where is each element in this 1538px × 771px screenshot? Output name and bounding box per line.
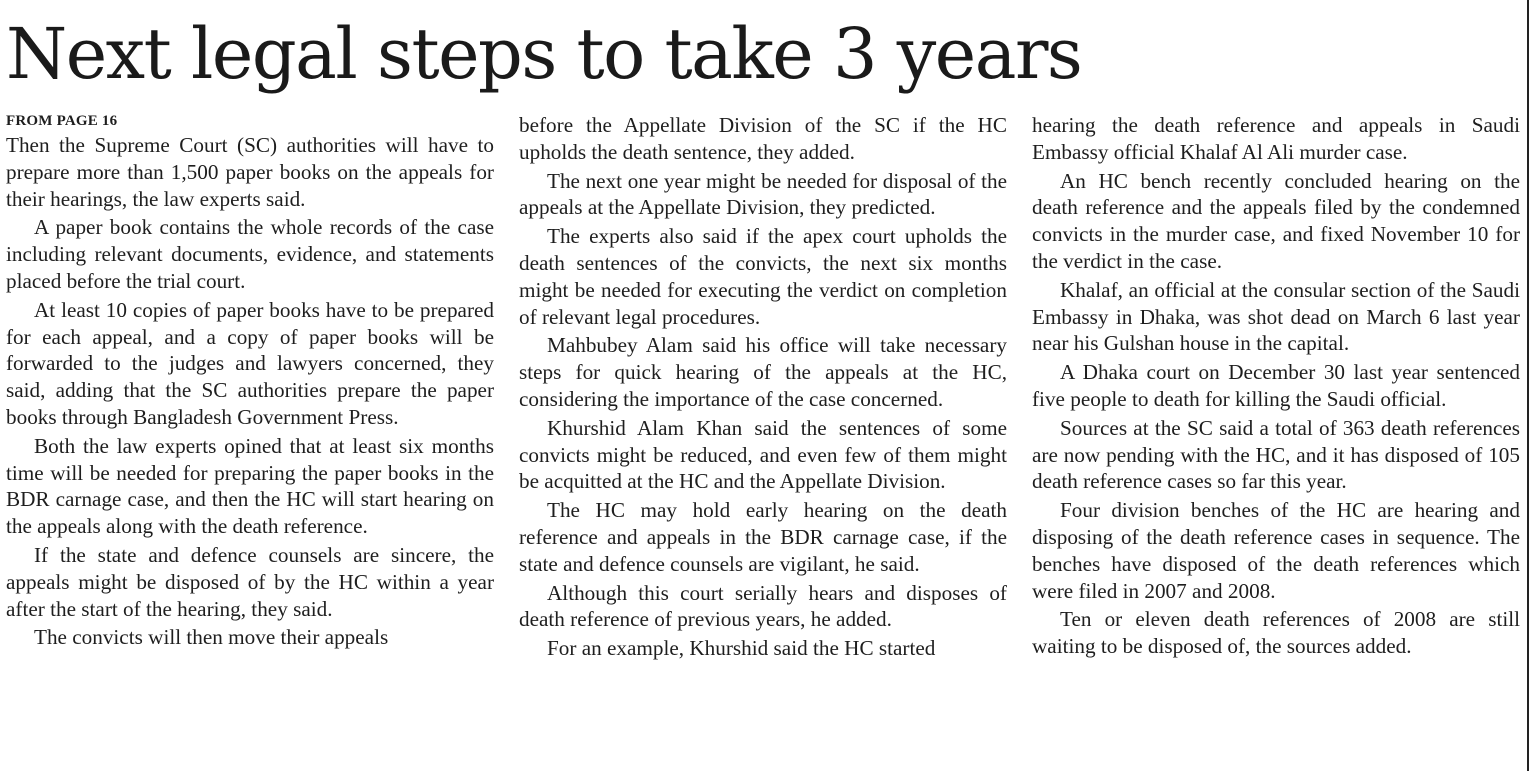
- paragraph: The next one year might be needed for disposal of the appeals at the Appellate Division, they predicted.: [519, 168, 1007, 220]
- paragraph: If the state and defence counsels are sincere, the appeals might be disposed of by the HC within a year after the start of the hearing, they said.: [6, 542, 494, 621]
- paragraph: Khurshid Alam Khan said the sentences of some convicts might be reduced, and even few of them might be acquitted at the HC and the Appellate Division.: [519, 415, 1007, 494]
- paragraph: Then the Supreme Court (SC) authorities will have to prepare more than 1,500 paper books on the appeals for their hearings, the law experts said.: [6, 133, 494, 211]
- paragraph: Khalaf, an official at the consular section of the Saudi Embassy in Dhaka, was shot dead on March 6 last year near his Gulshan house in the capital.: [1032, 277, 1520, 356]
- paragraph: Ten or eleven death references of 2008 are still waiting to be disposed of, the sources added.: [1032, 607, 1520, 659]
- paragraph: For an example, Khurshid said the HC started: [547, 636, 936, 661]
- article-column-2: [519, 112, 1007, 664]
- paragraph: The HC may hold early hearing on the death reference and appeals in the BDR carnage case, if the state and defence counsels are vigilant, he said.: [519, 498, 1007, 576]
- paragraph: hearing the death reference and appeals in Saudi Embassy official Khalaf Al Ali murder case.: [1032, 113, 1520, 164]
- article-column-1: [6, 110, 494, 653]
- article-column-3: [1032, 112, 1520, 662]
- headline: Next legal steps to take 3 years: [6, 13, 1082, 95]
- paragraph: Both the law experts opined that at least six months time will be needed for preparing the paper books in the BDR carnage case, and then the HC will start hearing on the appeals along with the death reference.: [6, 433, 494, 539]
- paragraph: The convicts will then move their appeals: [34, 625, 389, 650]
- paragraph: Although this court serially hears and disposes of death reference of previous years, he added.: [519, 580, 1007, 632]
- paragraph: At least 10 copies of paper books have to be prepared for each appeal, and a copy of paper books will be forwarded to the judges and lawyers concerned, they said, adding that the SC authorities prepare the paper books through Bangladesh Government Press.: [6, 297, 494, 429]
- paragraph: Mahbubey Alam said his office will take necessary steps for quick hearing of the appeals at the HC, considering the importance of the case concerned.: [519, 333, 1007, 411]
- paragraph: A paper book contains the whole records of the case including relevant documents, evidence, and statements placed before the trial court.: [6, 215, 494, 293]
- paragraph: A Dhaka court on December 30 last year sentenced five people to death for killing the Saudi official.: [1032, 360, 1520, 411]
- paragraph: Sources at the SC said a total of 363 death references are now pending with the HC, and it has disposed of 105 death reference cases so far this year.: [1032, 415, 1520, 494]
- column-rule: [1527, 0, 1529, 771]
- jump-line: FROM PAGE 16: [6, 113, 118, 129]
- paragraph: The experts also said if the apex court upholds the death sentences of the convicts, the next six months might be needed for executing the verdict on completion of relevant legal procedures.: [519, 224, 1007, 329]
- paragraph: before the Appellate Division of the SC if the HC upholds the death sentence, they added.: [519, 113, 1007, 164]
- paragraph: Four division benches of the HC are hearing and disposing of the death reference cases in sequence. The benches have disposed of the death references which were filed in 2007 and 2008.: [1032, 498, 1520, 603]
- paragraph: An HC bench recently concluded hearing on the death reference and the appeals filed by the condemned convicts in the murder case, and fixed November 10 for the verdict in the case.: [1032, 168, 1520, 273]
